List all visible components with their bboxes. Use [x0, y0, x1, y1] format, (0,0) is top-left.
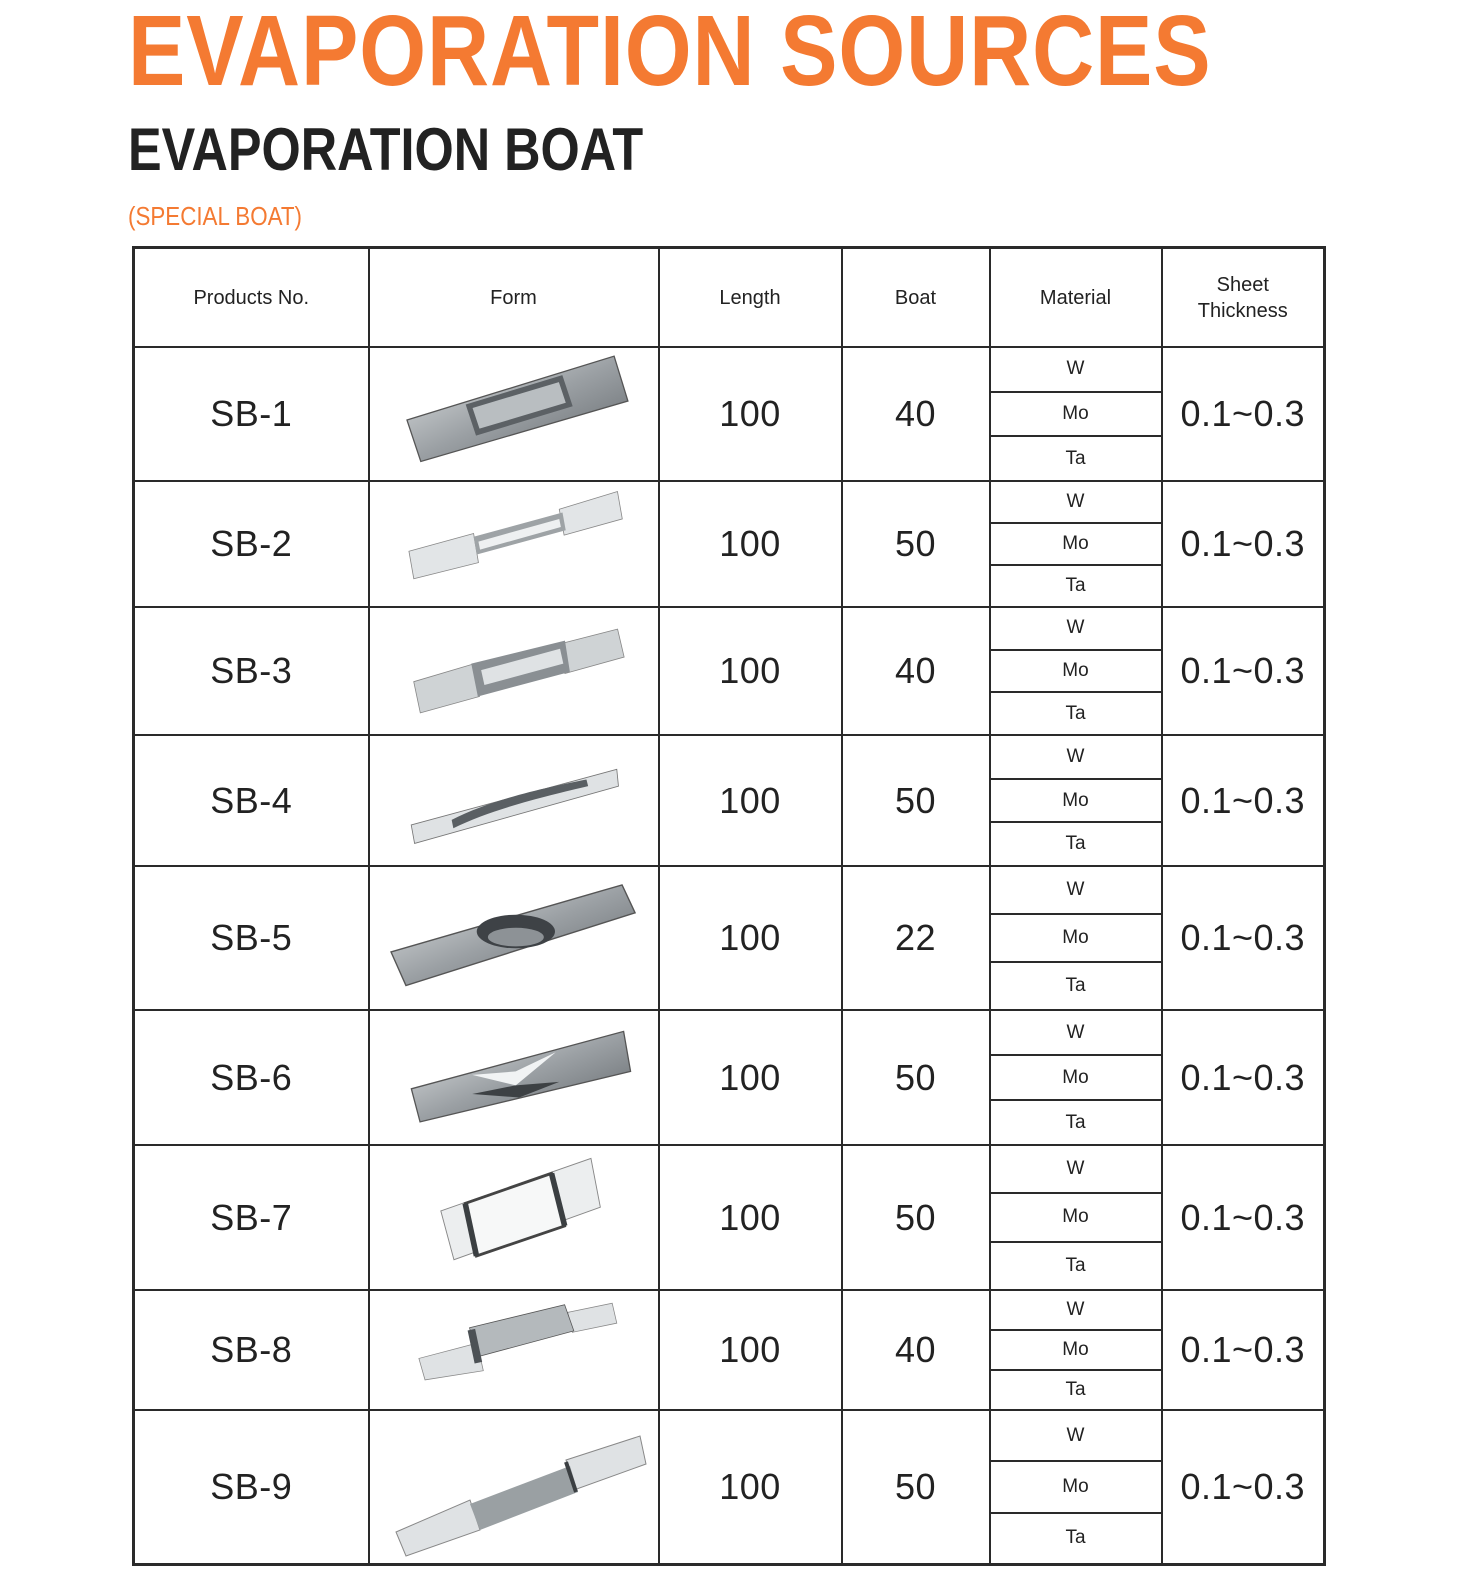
table-header-row — [134, 248, 1325, 348]
boat-cell: 40 — [842, 1290, 990, 1410]
flat-tray-boat-icon — [370, 351, 658, 477]
sheet-thickness-cell: 0.1~0.3 — [1162, 607, 1325, 735]
material-item: Mo — [991, 1056, 1161, 1101]
table-row — [134, 1290, 1325, 1410]
material-item: W — [991, 1146, 1161, 1194]
length-cell: 100 — [659, 1010, 842, 1145]
table-row — [134, 1010, 1325, 1145]
boat-spec-table — [132, 246, 1326, 1566]
material-cell — [990, 866, 1162, 1010]
material-item: Mo — [991, 1462, 1161, 1513]
product-number-cell: SB-7 — [134, 1145, 369, 1290]
sheet-thickness-cell: 0.1~0.3 — [1162, 481, 1325, 607]
boat-cell: 22 — [842, 866, 990, 1010]
material-item: Mo — [991, 915, 1161, 963]
form-cell — [369, 735, 659, 866]
material-item: W — [991, 1291, 1161, 1331]
material-item: Ta — [1065, 833, 1086, 855]
length-cell: 100 — [659, 735, 842, 866]
material-cell — [990, 1145, 1162, 1290]
length-cell: 100 — [659, 866, 842, 1010]
material-item: W — [991, 348, 1161, 393]
table-row — [134, 607, 1325, 735]
boat-cell: 50 — [842, 1010, 990, 1145]
material-item: W — [991, 867, 1161, 915]
table-row — [134, 347, 1325, 481]
material-cell — [990, 1290, 1162, 1410]
header-form: Form — [369, 248, 659, 348]
section-note: (SPECIAL BOAT) — [128, 201, 302, 231]
product-number-cell: SB-4 — [134, 735, 369, 866]
product-number-cell: SB-1 — [134, 347, 369, 481]
material-cell — [990, 1410, 1162, 1565]
form-cell — [369, 1290, 659, 1410]
header-boat: Boat — [842, 248, 990, 348]
product-number-cell: SB-5 — [134, 866, 369, 1010]
header-products-no: Products No. — [134, 248, 369, 348]
material-cell — [990, 735, 1162, 866]
sheet-thickness-cell: 0.1~0.3 — [1162, 1410, 1325, 1565]
product-number-cell: SB-3 — [134, 607, 369, 735]
material-cell — [990, 607, 1162, 735]
boat-cell: 50 — [842, 1145, 990, 1290]
material-item: Mo — [991, 780, 1161, 824]
material-item: W — [991, 1411, 1161, 1462]
sheet-thickness-cell: 0.1~0.3 — [1162, 1145, 1325, 1290]
boat-cell: 50 — [842, 735, 990, 866]
formed-trough-boat-icon — [370, 1414, 658, 1560]
sheet-thickness-cell: 0.1~0.3 — [1162, 1290, 1325, 1410]
material-item: Mo — [991, 1194, 1161, 1242]
section-title: EVAPORATION BOAT — [128, 116, 644, 183]
table-body — [134, 347, 1325, 1565]
form-cell — [369, 347, 659, 481]
material-item: Ta — [1065, 1379, 1086, 1400]
material-item: W — [991, 1011, 1161, 1056]
page-title: EVAPORATION SOURCES — [128, 0, 1212, 107]
form-cell — [369, 1145, 659, 1290]
sheet-thickness-cell: 0.1~0.3 — [1162, 347, 1325, 481]
boat-cell: 50 — [842, 481, 990, 607]
product-number-cell: SB-2 — [134, 481, 369, 607]
length-cell: 100 — [659, 1145, 842, 1290]
material-item: Mo — [991, 393, 1161, 438]
form-cell — [369, 866, 659, 1010]
table-row — [134, 1145, 1325, 1290]
header-length: Length — [659, 248, 842, 348]
box-boat-icon — [370, 1149, 658, 1286]
material-cell — [990, 1010, 1162, 1145]
length-cell: 100 — [659, 1290, 842, 1410]
material-item: Mo — [991, 1331, 1161, 1371]
narrow-trough-boat-icon — [370, 485, 658, 603]
material-item: Ta — [1065, 447, 1086, 469]
material-item: Mo — [991, 651, 1161, 694]
table-row — [134, 735, 1325, 866]
length-cell: 100 — [659, 481, 842, 607]
boat-cell: 40 — [842, 347, 990, 481]
material-item: Ta — [1065, 1254, 1086, 1276]
shallow-strip-boat-icon — [370, 739, 658, 862]
material-item: Ta — [1065, 575, 1086, 596]
header-material: Material — [990, 248, 1162, 348]
material-item: W — [991, 608, 1161, 651]
sheet-thickness-cell: 0.1~0.3 — [1162, 866, 1325, 1010]
header-sheet-thickness — [1162, 248, 1325, 348]
form-cell — [369, 607, 659, 735]
boat-cell: 40 — [842, 607, 990, 735]
material-item: Ta — [1065, 702, 1086, 724]
sheet-thickness-cell: 0.1~0.3 — [1162, 1010, 1325, 1145]
boat-cell: 50 — [842, 1410, 990, 1565]
form-cell — [369, 481, 659, 607]
pinched-boat-icon — [370, 1014, 658, 1141]
product-number-cell: SB-8 — [134, 1290, 369, 1410]
material-item: Ta — [1065, 975, 1086, 996]
header-thickness-line1: Sheet — [1216, 273, 1269, 296]
material-item: Ta — [1065, 1111, 1086, 1133]
round-dimple-boat-icon — [370, 870, 658, 1006]
form-cell — [369, 1010, 659, 1145]
header-thickness-line2: Thickness — [1197, 299, 1288, 322]
form-cell — [369, 1410, 659, 1565]
dimpled-trough-boat-icon — [370, 611, 658, 731]
product-number-cell: SB-9 — [134, 1410, 369, 1565]
table-row — [134, 481, 1325, 607]
material-cell — [990, 481, 1162, 607]
material-item: W — [991, 482, 1161, 524]
material-item: Mo — [991, 524, 1161, 566]
table-row — [134, 1410, 1325, 1565]
length-cell: 100 — [659, 1410, 842, 1565]
length-cell: 100 — [659, 607, 842, 735]
table-row — [134, 866, 1325, 1010]
sheet-thickness-cell: 0.1~0.3 — [1162, 735, 1325, 866]
material-item: Ta — [1065, 1527, 1086, 1549]
material-cell — [990, 347, 1162, 481]
product-number-cell: SB-6 — [134, 1010, 369, 1145]
material-item: W — [991, 736, 1161, 780]
length-cell: 100 — [659, 347, 842, 481]
step-trough-boat-icon — [370, 1294, 658, 1406]
